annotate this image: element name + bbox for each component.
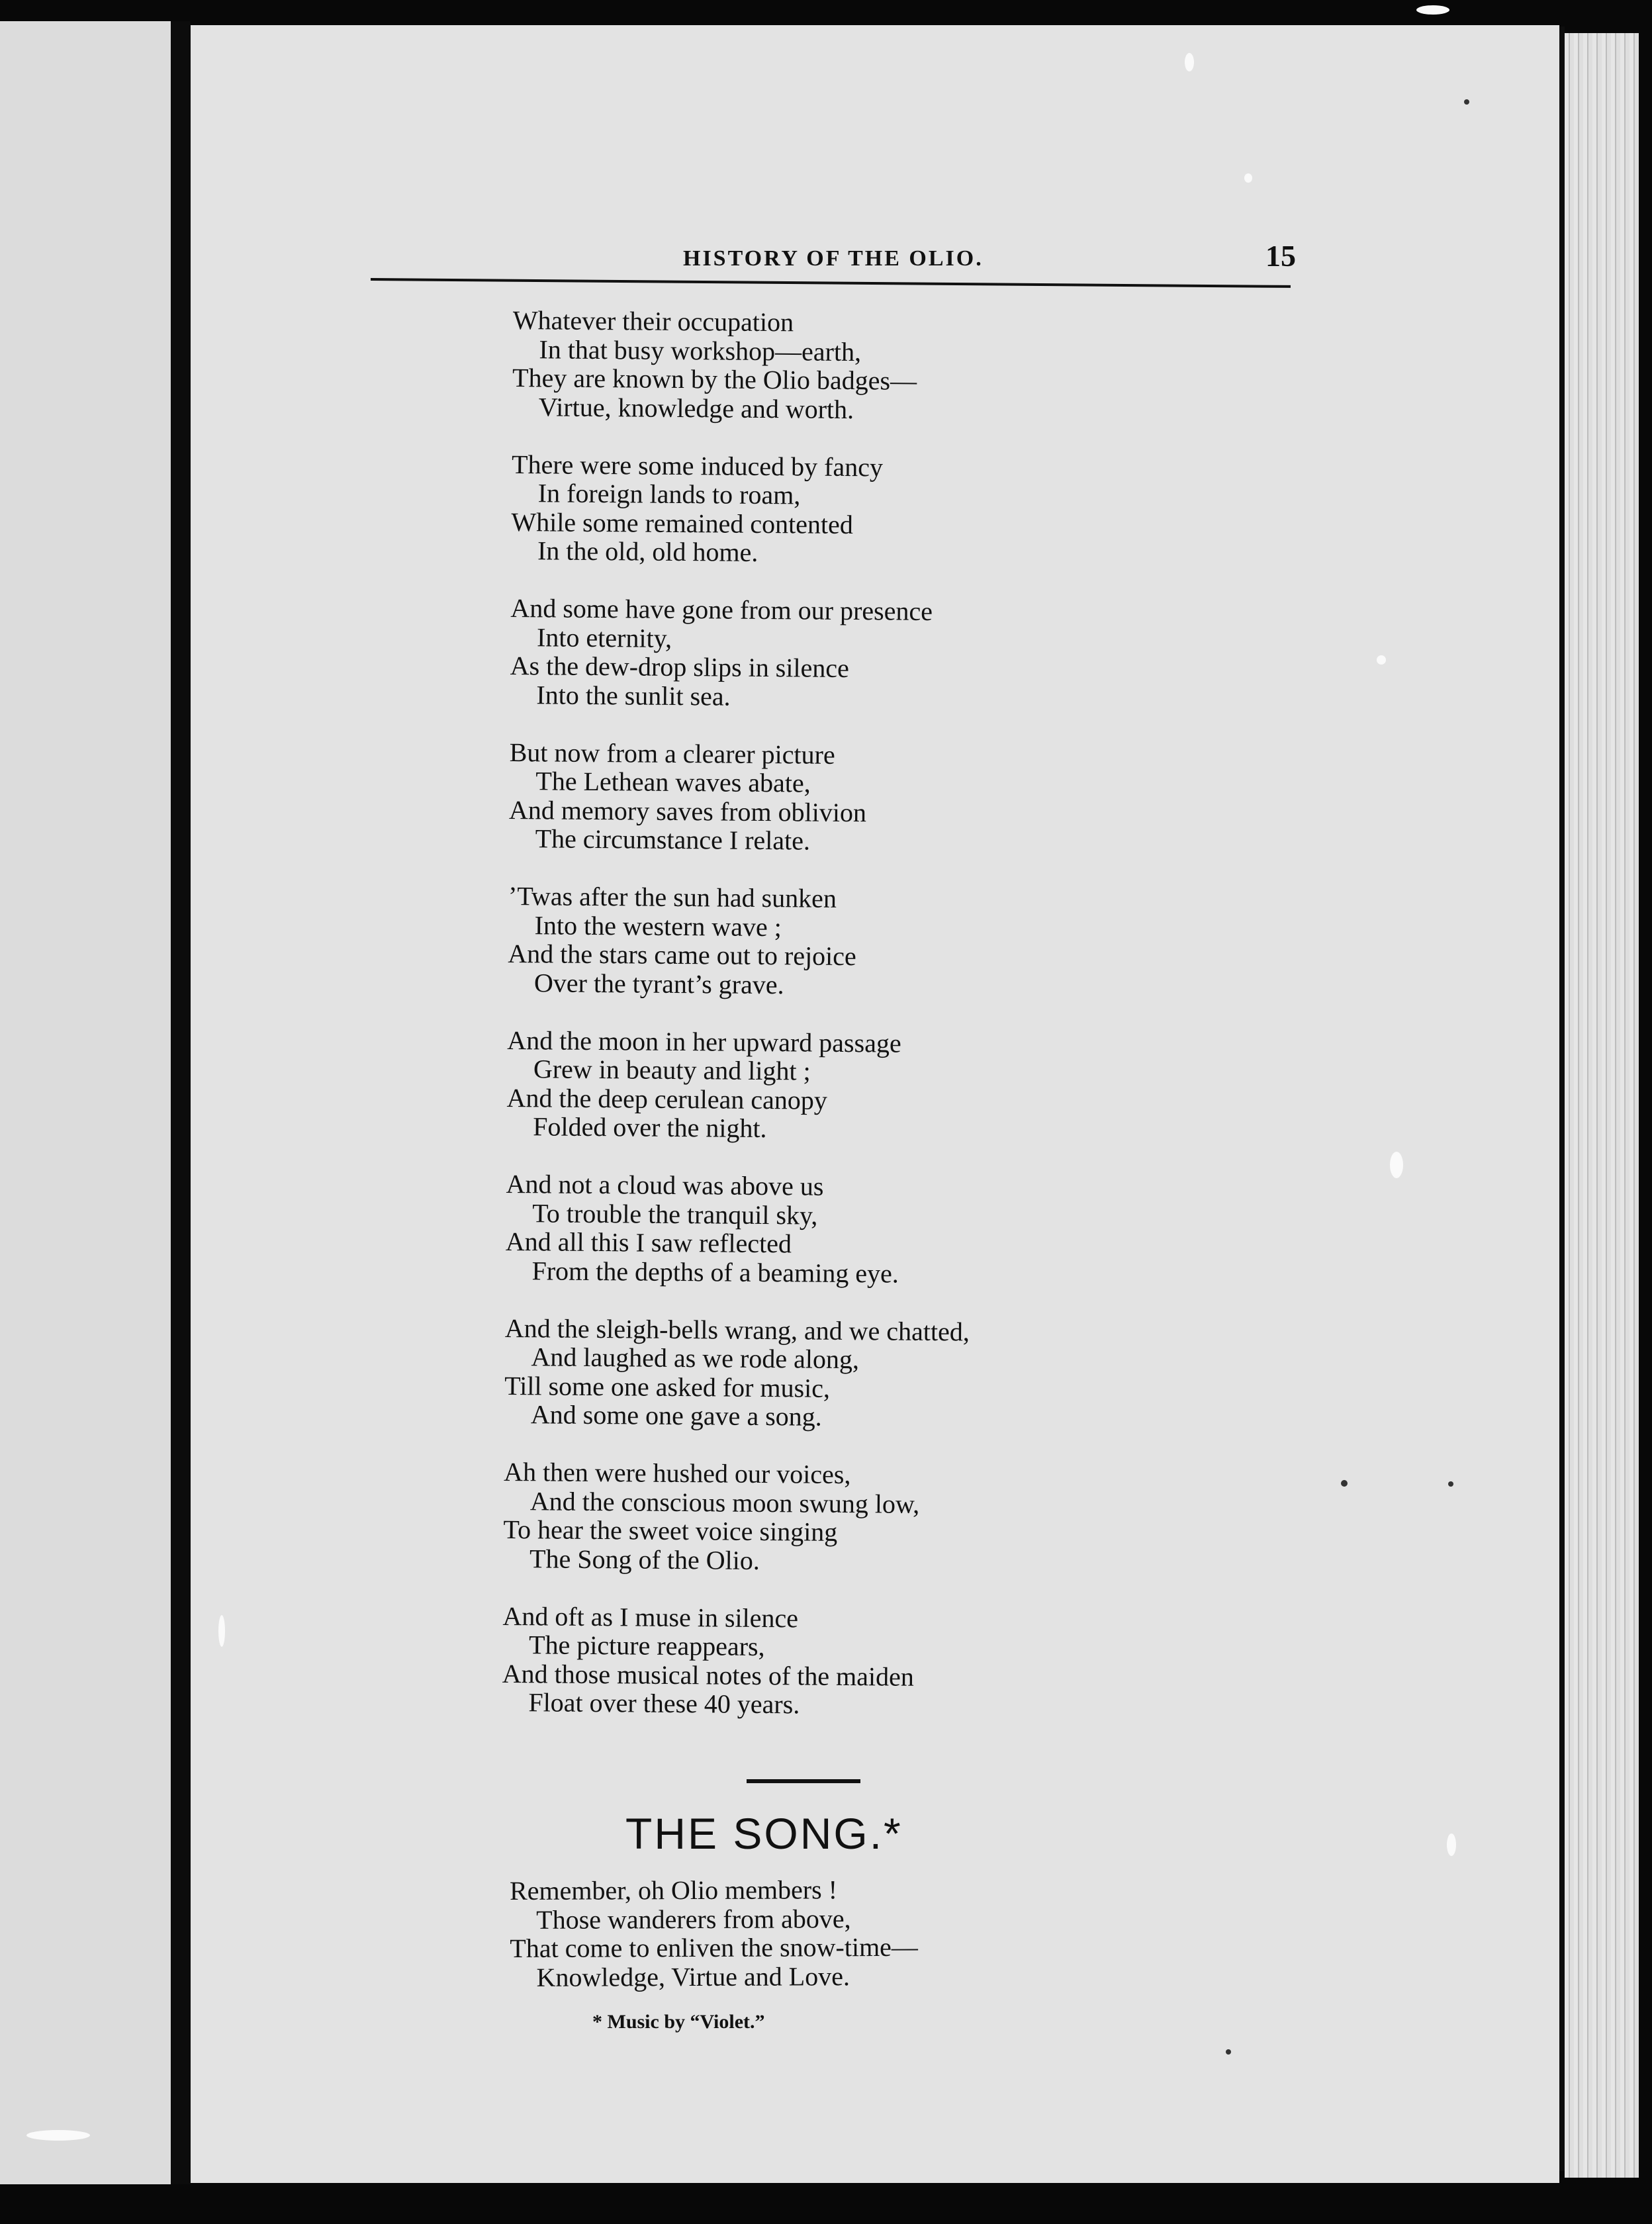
poem-line: As the dew-drop slips in silence (510, 650, 850, 684)
section-divider (747, 1779, 860, 1783)
poem-line: The Lethean waves abate, (535, 766, 811, 798)
poem-stanza (503, 1458, 1364, 1579)
poem-line: Virtue, knowledge and worth. (538, 391, 854, 424)
poem-line: The circumstance I relate. (535, 823, 811, 856)
poem-line: And the deep cerulean canopy (506, 1082, 827, 1115)
footnote: * Music by “Violet.” (592, 2011, 765, 2033)
poem-line: And the conscious moon swung low, (529, 1485, 920, 1519)
poem-line: And the sleigh-bells wrang, and we chatted, (504, 1313, 970, 1346)
poem-line: To trouble the tranquil sky, (532, 1197, 818, 1230)
poem-line: And memory saves from oblivion (508, 794, 867, 827)
poem-line: From the depths of a beaming eye. (531, 1255, 899, 1289)
poem-line: Into eternity, (536, 622, 672, 653)
poem-line: And some one gave a song. (530, 1399, 822, 1432)
poem-line: And laughed as we rode along, (531, 1342, 860, 1375)
poem-line: Into the sunlit sea. (536, 679, 731, 712)
song-line: Remember, oh Olio members ! (510, 1875, 838, 1906)
scan-speck (218, 1615, 225, 1647)
scan-dot (1226, 2049, 1231, 2055)
poem-line: In that busy workshop—earth, (539, 334, 862, 367)
poem-stanza (510, 594, 1371, 716)
poem-line: Over the tyrant’s grave. (533, 967, 784, 999)
poem-line: And the stars came out to rejoice (508, 938, 856, 972)
scan-speck (1416, 5, 1449, 15)
poem-line: And the moon in her upward passage (507, 1025, 901, 1058)
poem-line: The Song of the Olio. (529, 1543, 760, 1575)
poem-stanza (508, 882, 1369, 1003)
poem-line: And those musical notes of the maiden (502, 1658, 915, 1692)
poem (502, 306, 1373, 1752)
poem-stanza (511, 449, 1372, 571)
poem-line: Till some one asked for music, (504, 1370, 831, 1403)
poem-line: To hear the sweet voice singing (503, 1514, 838, 1547)
poem-line: Float over these 40 years. (528, 1687, 800, 1720)
book-gutter (171, 21, 191, 2184)
poem-line: ’Twas after the sun had sunken (508, 880, 837, 913)
poem-stanza (506, 1025, 1367, 1147)
poem-line: And all this I saw reflected (505, 1226, 792, 1259)
song-line: Those wanderers from above, (536, 1903, 851, 1935)
song-line: That come to enliven the snow-time— (510, 1931, 918, 1963)
song-verse (510, 1873, 1371, 1991)
poem-line: In the old, old home. (537, 535, 758, 567)
poem-line: And not a cloud was above us (506, 1168, 824, 1201)
header-rule (371, 278, 1291, 288)
song-title: THE SONG.* (625, 1809, 903, 1858)
scan-speck (1390, 1152, 1403, 1178)
poem-line: There were some induced by fancy (511, 449, 884, 482)
poem-line: But now from a clearer picture (509, 737, 835, 770)
page-fore-edge (1565, 33, 1639, 2178)
poem-stanza (502, 1601, 1363, 1723)
poem-stanza (509, 737, 1370, 859)
poem-line: And some have gone from our presence (510, 592, 933, 626)
song-line: Knowledge, Virtue and Love. (536, 1961, 850, 1992)
poem-line: Into the western wave ; (534, 909, 782, 942)
poem-line: And oft as I muse in silence (502, 1600, 799, 1633)
page-number: 15 (1265, 239, 1296, 273)
page-edge-shadow (1559, 26, 1565, 2171)
poem-line: While some remained contented (511, 506, 854, 539)
poem-stanza (512, 306, 1373, 428)
scan-speck (1377, 655, 1386, 665)
scan-speck (1185, 53, 1194, 71)
poem-line: Grew in beauty and light ; (533, 1054, 811, 1086)
running-header (371, 132, 1296, 304)
poem-line: Ah then were hushed our voices, (503, 1456, 851, 1490)
poem-stanza (505, 1170, 1366, 1291)
scan-dot (1341, 1480, 1348, 1487)
scan-dot (1448, 1481, 1453, 1487)
poem-line: Whatever their occupation (512, 305, 794, 338)
poem-stanza (504, 1313, 1365, 1435)
scan-speck (1447, 1833, 1456, 1856)
scan-speck (26, 2130, 90, 2141)
scan-speck (1244, 173, 1252, 183)
scan-dot (1464, 99, 1469, 105)
poem-line: They are known by the Olio badges— (512, 362, 917, 396)
facing-page-edge (0, 21, 171, 2184)
poem-line: In foreign lands to roam, (537, 478, 801, 510)
running-title: HISTORY OF THE OLIO. (683, 246, 984, 271)
poem-line: Folded over the night. (533, 1111, 767, 1144)
poem-line: The picture reappears, (528, 1630, 765, 1662)
